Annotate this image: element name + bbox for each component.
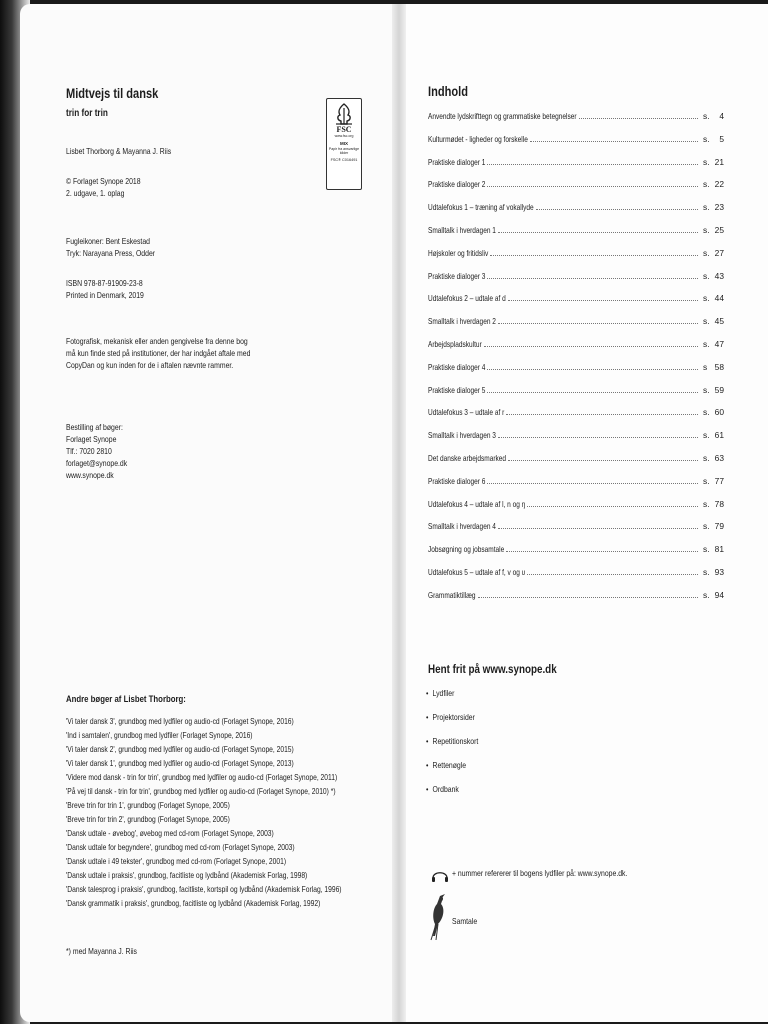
- headphones-icon: [430, 866, 450, 884]
- legal-line: må kun finde sted på institutioner, der har indgået aftale med: [66, 348, 251, 358]
- download-heading: Hent frit på www.synope.dk: [428, 662, 557, 676]
- toc-heading: Indhold: [428, 84, 468, 99]
- toc-label: Praktiske dialoger 6: [428, 475, 486, 486]
- toc-page-number: 79: [714, 521, 724, 532]
- toc-row: [428, 247, 724, 261]
- list-item: 'Dansk udtale i 49 tekster', grundbog med cd-rom (Forlaget Synope, 2001): [66, 856, 287, 866]
- toc-page-number: 45: [714, 316, 724, 327]
- toc-label: Grammatiktillæg: [428, 589, 476, 600]
- toc-label: Praktiske dialoger 5: [428, 384, 486, 395]
- list-item: 'Vi taler dansk 2', grundbog med lydfiler og audio-cd (Forlaget Synope, 2015): [66, 744, 294, 754]
- toc-row: [428, 224, 724, 238]
- toc-label: Smalltalk i hverdagen 1: [428, 225, 496, 235]
- toc-leader: [506, 551, 698, 552]
- fsc-mix: MIX: [339, 140, 348, 146]
- authors: Lisbet Thorborg & Mayanna J. Riis: [66, 146, 172, 156]
- toc-row: [428, 292, 724, 306]
- list-item: 'På vej til dansk - trin for trin', grundbog med lydfiler og audio-cd (Forlaget Synope, 2010) *): [66, 786, 336, 796]
- toc-leader: [506, 414, 698, 415]
- toc-leader: [498, 528, 698, 529]
- toc-label: Kulturmødet - ligheder og forskelle: [428, 133, 528, 144]
- toc-row: [428, 156, 724, 170]
- toc-page-number: 60: [714, 407, 724, 418]
- toc-page-number: 58: [714, 361, 724, 372]
- toc-leader: [508, 300, 698, 301]
- fsc-text: Papir fra ansvarlige kilder: [328, 146, 360, 155]
- toc-leader: [487, 186, 698, 187]
- toc-label: Udtalefokus 2 – udtale af d: [428, 293, 506, 304]
- fsc-code: FSC® C016491: [330, 157, 358, 162]
- toc-label: Højskoler og fritidsliv: [428, 247, 489, 258]
- audio-legend: + nummer refererer til bogens lydfiler på: www.synope.dk.: [452, 868, 628, 878]
- toc-row: [428, 384, 724, 398]
- toc-leader: [487, 369, 698, 370]
- toc-page-prefix: s.: [703, 475, 710, 486]
- toc-row: [428, 178, 724, 192]
- toc-row: [428, 429, 724, 443]
- toc-page-number: 21: [714, 156, 724, 167]
- toc-leader: [478, 597, 698, 598]
- toc-label: Praktiske dialoger 3: [428, 270, 486, 281]
- toc-page-number: 22: [714, 179, 724, 190]
- toc-label: Udtalefokus 5 – udtale af f, v og ʋ: [428, 567, 526, 577]
- list-item: 'Vi taler dansk 3', grundbog med lydfiler og audio-cd (Forlaget Synope, 2016): [66, 716, 294, 726]
- toc-row: [428, 589, 724, 603]
- order-line: www.synope.dk: [66, 470, 114, 480]
- copyright: © Forlaget Synope 2018: [66, 176, 141, 186]
- toc-label: Udtalefokus 1 – træning af vokallyde: [428, 202, 534, 213]
- fsc-name: FSC: [336, 125, 352, 134]
- toc-leader: [487, 392, 698, 393]
- toc-page-number: 27: [714, 247, 724, 258]
- legal-line: CopyDan og kun inden for de i aftalen nævnte rammer.: [66, 360, 234, 370]
- isbn: ISBN 978-87-91909-23-8: [66, 278, 143, 288]
- toc-page-number: 63: [714, 453, 724, 463]
- list-item: 'Dansk udtale for begyndere', grundbog med cd-rom (Forlaget Synope, 2003): [66, 842, 295, 852]
- toc-page-prefix: s.: [703, 293, 710, 304]
- bird-icon: [428, 892, 450, 944]
- fsc-site: www.fsc.org: [334, 134, 354, 138]
- toc-leader: [527, 574, 698, 575]
- toc-page-prefix: s.: [703, 225, 710, 235]
- toc-page-prefix: s.: [703, 544, 710, 555]
- order-line: Tlf.: 7020 2810: [66, 446, 112, 456]
- toc-leader: [530, 141, 698, 142]
- toc-page-prefix: s.: [703, 316, 710, 327]
- toc-page-prefix: s.: [703, 270, 710, 281]
- toc-page-prefix: s.: [703, 430, 710, 441]
- list-item: 'Breve trin for trin 1', grundbog (Forlaget Synope, 2005): [66, 800, 230, 810]
- illustrator: Fugleikoner: Bent Eskestad: [66, 236, 150, 246]
- footnote: *) med Mayanna J. Riis: [66, 946, 137, 956]
- list-item: 'Dansk udtale i praksis', grundbog, facitliste og lydbånd (Akademisk Forlag, 1998): [66, 870, 308, 880]
- toc-label: Praktiske dialoger 1: [428, 156, 486, 167]
- toc-leader: [498, 323, 698, 324]
- book-subtitle: trin for trin: [66, 108, 108, 119]
- toc-leader: [527, 506, 698, 507]
- toc-page-prefix: s.: [703, 407, 710, 418]
- toc-page-number: 93: [714, 567, 724, 577]
- toc-page-number: 47: [714, 339, 724, 349]
- toc-page-prefix: s.: [703, 498, 710, 509]
- toc-label: Jobsøgning og jobsamtale: [428, 544, 505, 555]
- toc-row: [428, 270, 724, 284]
- list-item: 'Dansk grammatik i praksis', grundbog, facitliste og lydbånd (Akademisk Forlag, 1992): [66, 898, 321, 908]
- toc-page-number: 78: [714, 498, 724, 509]
- order-line: forlaget@synope.dk: [66, 458, 128, 468]
- toc-page-number: 25: [714, 225, 724, 235]
- toc-page-prefix: s.: [703, 384, 710, 395]
- dialog-legend: Samtale: [452, 916, 478, 926]
- toc-label: Arbejdspladskultur: [428, 339, 482, 349]
- toc-page-number: 4: [719, 111, 724, 121]
- list-item: 'Videre mod dansk - trin for trin', grundbog med lydfiler og audio-cd (Forlaget Synope, 2011): [66, 772, 338, 782]
- toc-label: Det danske arbejdsmarked: [428, 453, 507, 463]
- printed-in: Printed in Denmark, 2019: [66, 290, 144, 300]
- toc-row: [428, 110, 724, 124]
- toc-leader: [498, 437, 698, 438]
- toc-page-number: 61: [714, 430, 724, 441]
- toc-label: Praktiske dialoger 2: [428, 179, 486, 190]
- toc-leader: [579, 118, 698, 119]
- toc-leader: [536, 209, 698, 210]
- fsc-tree-icon: [333, 102, 355, 126]
- list-item: 'Ind i samtalen', grundbog med lydfiler (Forlaget Synope, 2016): [66, 730, 253, 740]
- toc-row: [428, 543, 724, 557]
- toc-label: Anvendte lydskrifttegn og grammatiske betegnelser: [428, 111, 577, 121]
- toc-page-prefix: s.: [703, 339, 710, 349]
- toc-row: [428, 498, 724, 512]
- toc-leader: [508, 460, 698, 461]
- book-gutter: [392, 4, 406, 1022]
- order-line: Forlaget Synope: [66, 434, 117, 444]
- toc-row: [428, 338, 724, 352]
- edition: 2. udgave, 1. oplag: [66, 188, 125, 198]
- toc-label: Smalltalk i hverdagen 3: [428, 430, 496, 441]
- toc-page-number: 43: [714, 270, 724, 281]
- list-item: 'Vi taler dansk 1', grundbog med lydfiler og audio-cd (Forlaget Synope, 2013): [66, 758, 294, 768]
- list-item: 'Dansk talesprog i praksis', grundbog, facitliste, kortspil og lydbånd (Akademisk Forlag, 1996): [66, 884, 342, 894]
- toc-page-number: 44: [714, 293, 724, 304]
- toc-page-prefix: s.: [703, 453, 710, 463]
- toc-leader: [487, 164, 698, 165]
- toc-row: [428, 315, 724, 329]
- fsc-logo: [326, 98, 362, 190]
- list-item: • Projektorsider: [426, 712, 475, 723]
- toc-row: [428, 361, 724, 375]
- toc-label: Praktiske dialoger 4: [428, 361, 486, 372]
- toc-leader: [498, 232, 698, 233]
- toc-row: [428, 406, 724, 420]
- toc-row: [428, 520, 724, 534]
- toc-page-number: 59: [714, 384, 724, 395]
- toc-label: Smalltalk i hverdagen 2: [428, 316, 496, 327]
- toc-leader: [487, 483, 698, 484]
- order-line: Bestilling af bøger:: [66, 422, 123, 432]
- toc-page-prefix: s.: [703, 179, 710, 190]
- list-item: • Lydfiler: [426, 688, 454, 699]
- toc-page-prefix: s.: [703, 589, 710, 600]
- toc-page-prefix: s.: [703, 521, 710, 532]
- toc-page-number: 5: [719, 133, 724, 144]
- toc-page-prefix: s: [703, 361, 708, 372]
- list-item: • Ordbank: [426, 784, 459, 795]
- legal-line: Fotografisk, mekanisk eller anden gengivelse fra denne bog: [66, 336, 248, 346]
- toc-row: [428, 475, 724, 489]
- list-item: • Repetitionskort: [426, 736, 478, 747]
- toc-leader: [487, 278, 698, 279]
- toc-leader: [484, 346, 698, 347]
- toc-label: Udtalefokus 3 – udtale af r: [428, 407, 505, 418]
- toc-row: [428, 452, 724, 466]
- book-title: Midtvejs til dansk: [66, 86, 159, 101]
- toc-label: Smalltalk i hverdagen 4: [428, 521, 496, 532]
- printer: Tryk: Narayana Press, Odder: [66, 248, 156, 258]
- toc-page-prefix: s.: [703, 156, 710, 167]
- toc-page-prefix: s.: [703, 133, 710, 144]
- list-item: 'Breve trin for trin 2', grundbog (Forlaget Synope, 2005): [66, 814, 230, 824]
- toc-page-prefix: s.: [703, 567, 710, 577]
- toc-row: [428, 133, 724, 147]
- toc-label: Udtalefokus 4 – udtale af l, n og ŋ: [428, 498, 526, 509]
- toc-page-number: 94: [714, 589, 724, 600]
- toc-page-prefix: s.: [703, 247, 710, 258]
- toc-row: [428, 566, 724, 580]
- toc-row: [428, 201, 724, 215]
- toc-page-number: 81: [714, 544, 724, 555]
- toc-page-prefix: s.: [703, 202, 710, 213]
- list-item: 'Dansk udtale - øvebog', øvebog med cd-rom (Forlaget Synope, 2003): [66, 828, 274, 838]
- toc-page-number: 23: [714, 202, 724, 213]
- toc-page-number: 77: [714, 475, 724, 486]
- list-item: • Rettenøgle: [426, 760, 466, 771]
- toc-leader: [490, 255, 698, 256]
- toc-page-prefix: s.: [703, 111, 710, 121]
- other-books-heading: Andre bøger af Lisbet Thorborg:: [66, 694, 186, 705]
